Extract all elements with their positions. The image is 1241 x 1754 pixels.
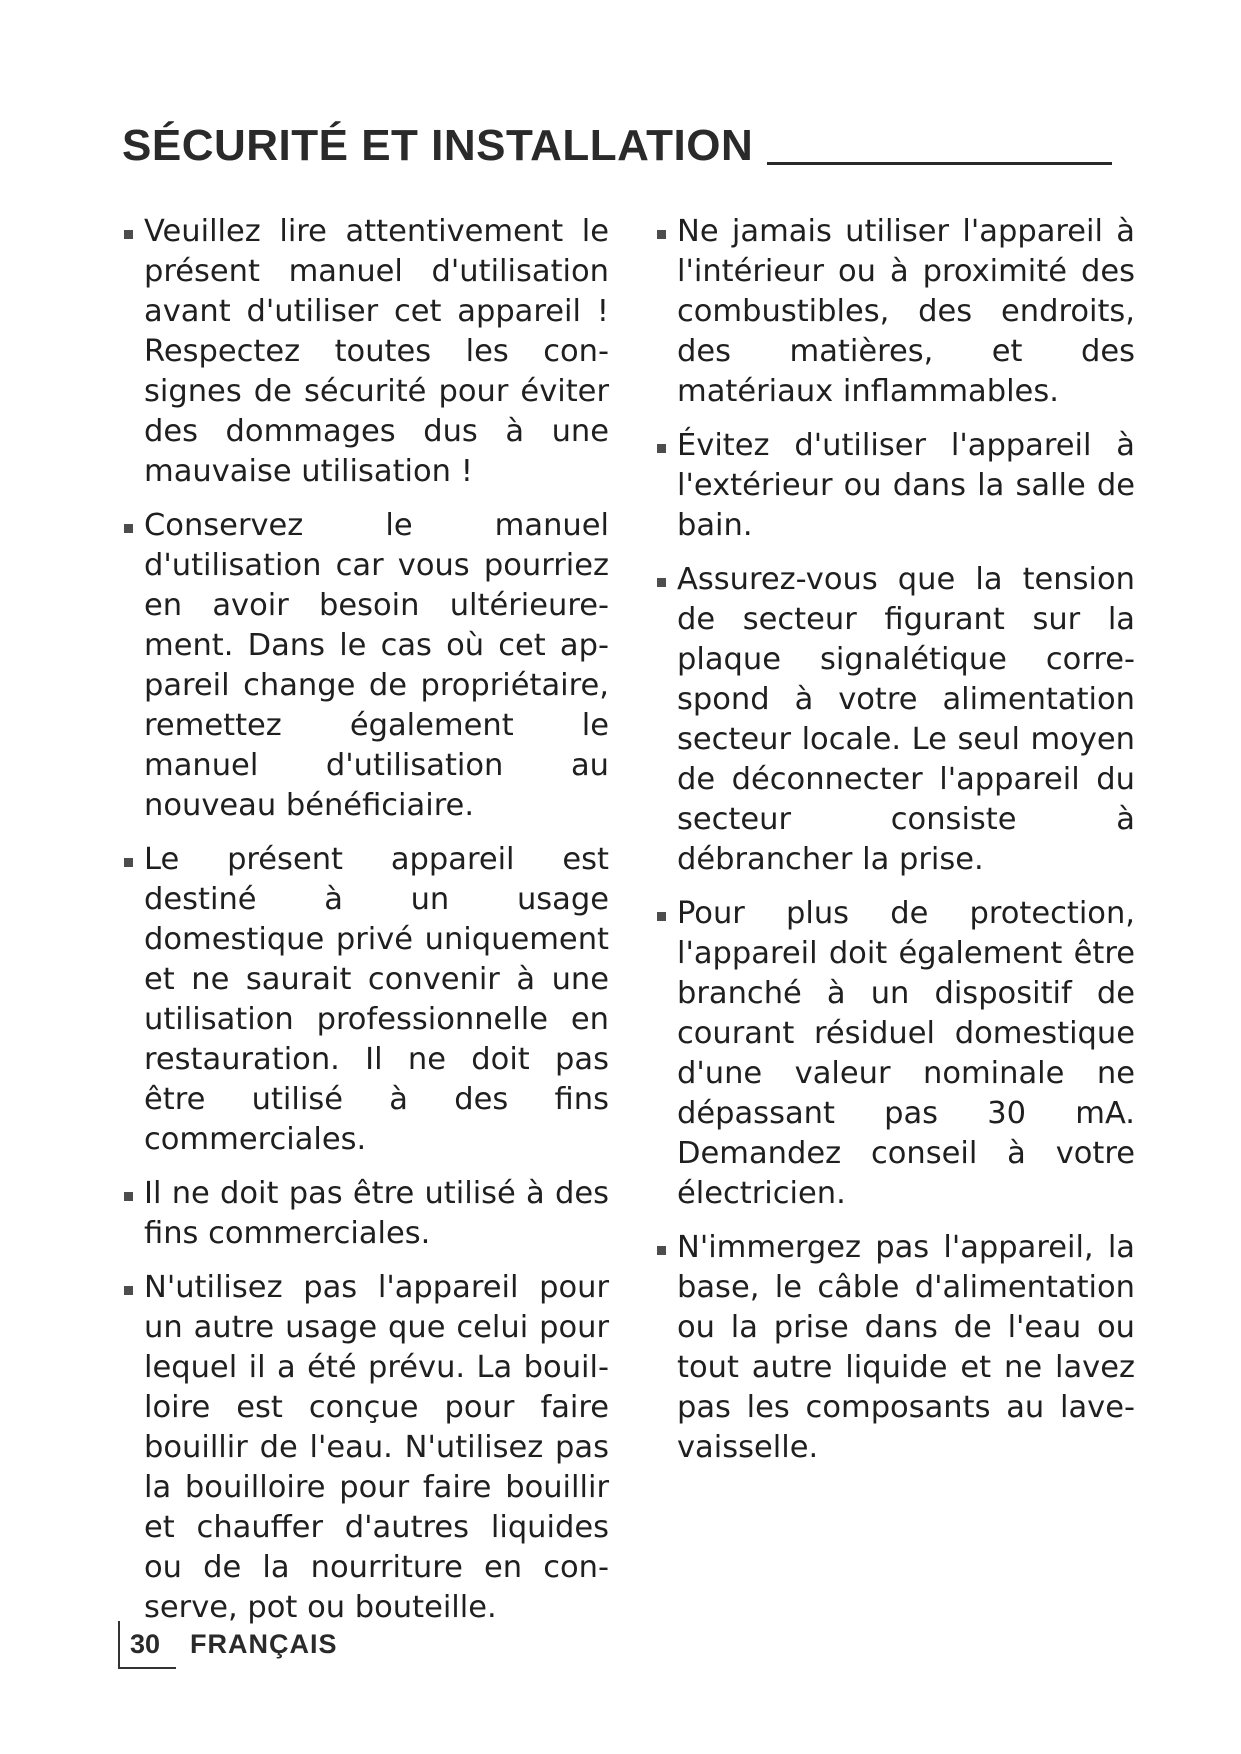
list-item-text: Pour plus de protection, l'appareil doit également être branché à un dispositif de courant résiduel domestique d'une valeur nominale ne dépassant pas 30 mA. Demandez conseil à votre électricien. <box>677 896 1135 1211</box>
square-bullet-icon <box>124 1286 133 1295</box>
list-item-text: N'immergez pas l'appareil, la base, le câble d'alimentation ou la prise dans de l'eau ou tout autre liquide et ne lavez pas les composants au lavevaisselle. <box>677 1230 1135 1465</box>
list-item <box>655 426 1135 546</box>
list-item <box>122 212 609 492</box>
page-number: 30 <box>130 1628 161 1659</box>
list-item <box>122 1268 609 1628</box>
right-column <box>655 212 1135 1482</box>
header-rule <box>767 162 1112 165</box>
square-bullet-icon <box>657 578 666 587</box>
list-item-text: Conservez le manuel d'utilisation car vous pourriez en avoir besoin ultérieurement. Dans le cas où cet appareil change de propriétaire, remettez également le manuel d'utilisation au nouveau bénéficiaire. <box>144 508 609 823</box>
square-bullet-icon <box>657 444 666 453</box>
list-item-text: Assurez-vous que la tension de secteur figurant sur la plaque signalétique correspond à votre alimentation secteur locale. Le seul moyen de déconnecter l'appareil du secteur consiste à débrancher la prise. <box>677 562 1135 877</box>
list-item-text: Le présent appareil est destiné à un usage domestique privé uniquement et ne saurait convenir à une utilisation professionnelle en restauration. Il ne doit pas être utilisé à des fins commerciales. <box>144 842 609 1157</box>
square-bullet-icon <box>124 230 133 239</box>
footer-language: FRANÇAIS <box>190 1629 338 1659</box>
square-bullet-icon <box>124 858 133 867</box>
list-item-text: Ne jamais utiliser l'appareil à l'intérieur ou à proximité des combustibles, des endroits, des matières, et des matériaux inflammables. <box>677 214 1135 409</box>
square-bullet-icon <box>657 230 666 239</box>
page-footer <box>118 1621 338 1669</box>
list-item <box>655 894 1135 1214</box>
list-item <box>122 840 609 1160</box>
list-item <box>122 1174 609 1254</box>
square-bullet-icon <box>657 1246 666 1255</box>
list-item <box>122 506 609 826</box>
list-item-text: N'utilisez pas l'appareil pour un autre usage que celui pour lequel il a été prévu. La bouilloire est conçue pour faire bouillir de l'eau. N'utilisez pas la bouilloire pour faire bouillir et chauffer d'autres liquides ou de la nourriture en conserve, pot ou bouteille. <box>144 1270 609 1625</box>
left-column <box>122 212 609 1642</box>
list-item-text: Évitez d'utiliser l'appareil à l'extérieur ou dans la salle de bain. <box>677 428 1135 543</box>
page-header <box>122 112 1112 168</box>
list-item <box>655 212 1135 412</box>
list-item <box>655 560 1135 880</box>
square-bullet-icon <box>124 524 133 533</box>
page-title: SÉCURITÉ ET INSTALLATION <box>122 121 754 170</box>
square-bullet-icon <box>657 912 666 921</box>
list-item-text: Veuillez lire attentivement le présent manuel d'utilisation avant d'utiliser cet appareil ! Respectez toutes les consignes de sécurité pour éviter des dommages dus à une mauvaise utilisation ! <box>144 214 609 489</box>
list-item <box>655 1228 1135 1468</box>
square-bullet-icon <box>124 1192 133 1201</box>
list-item-text: Il ne doit pas être utilisé à des fins commerciales. <box>144 1176 609 1251</box>
